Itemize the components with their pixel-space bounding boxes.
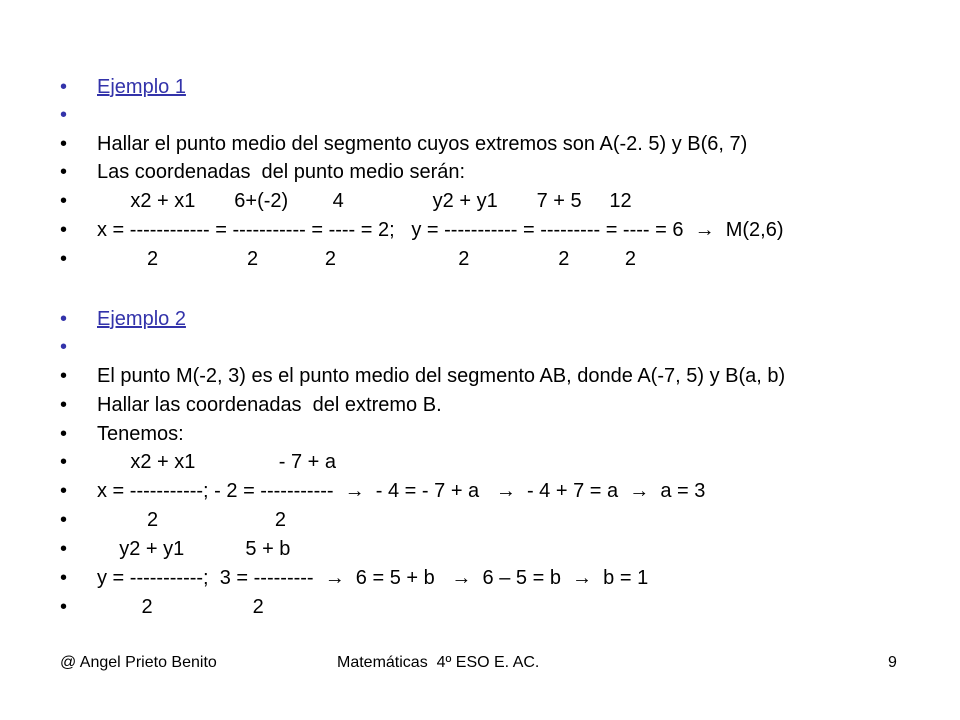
bullet-icon: • — [60, 509, 68, 531]
bullet-icon: • — [60, 596, 68, 618]
list-item-text: Las coordenadas del punto medio serán: — [97, 161, 466, 183]
bullet-icon: • — [60, 365, 68, 387]
list-item-text: 2 2 2 2 2 2 — [97, 248, 637, 270]
bullet-icon: • — [60, 248, 68, 270]
page-number: 9 — [888, 654, 897, 671]
example-1-heading: Ejemplo 1 — [97, 76, 186, 98]
list-item-text: x = ------------ = ----------- = ---- = 2; y = ----------- = --------- = ---- = 6 → M(2,6) — [97, 219, 784, 241]
bullet-icon: • — [60, 133, 68, 155]
list-item — [60, 306, 186, 332]
list-item — [60, 507, 286, 533]
list-item — [60, 102, 82, 128]
list-item — [60, 392, 442, 418]
list-item-text: y2 + y1 5 + b — [97, 538, 291, 560]
bullet-icon: • — [60, 76, 68, 98]
footer-author: @ Angel Prieto Benito — [60, 654, 217, 671]
list-item — [60, 449, 336, 475]
list-item — [60, 478, 706, 504]
list-item — [60, 246, 637, 272]
list-item-text: x = -----------; - 2 = ----------- → - 4 = - 7 + a → - 4 + 7 = a → a = 3 — [97, 480, 706, 502]
list-item — [60, 217, 784, 243]
list-item — [60, 565, 649, 591]
list-item — [60, 159, 466, 185]
list-item-text: Hallar el punto medio del segmento cuyos extremos son A(-2. 5) y B(6, 7) — [97, 133, 748, 155]
list-item-text: x2 + x1 6+(-2) 4 y2 + y1 7 + 5 12 — [97, 190, 632, 212]
list-item — [60, 131, 748, 157]
list-item-text: Tenemos: — [97, 423, 184, 445]
list-item-text: y = -----------; 3 = --------- → 6 = 5 + b → 6 – 5 = b → b = 1 — [97, 567, 649, 589]
list-item — [60, 594, 264, 620]
bullet-icon: • — [60, 423, 68, 445]
list-item-text: Hallar las coordenadas del extremo B. — [97, 394, 442, 416]
footer-course: Matemáticas 4º ESO E. AC. — [337, 654, 540, 671]
bullet-icon: • — [60, 451, 68, 473]
bullet-icon: • — [60, 538, 68, 560]
bullet-icon: • — [60, 394, 68, 416]
list-item-text: 2 2 — [97, 509, 286, 531]
bullet-icon: • — [60, 336, 68, 358]
bullet-icon: • — [60, 190, 68, 212]
list-item-text: x2 + x1 - 7 + a — [97, 451, 336, 473]
list-item-text: 2 2 — [97, 596, 264, 618]
list-item — [60, 74, 186, 100]
example-2-heading: Ejemplo 2 — [97, 308, 186, 330]
list-item — [60, 421, 184, 447]
list-item — [60, 363, 786, 389]
bullet-icon: • — [60, 480, 68, 502]
bullet-icon: • — [60, 219, 68, 241]
list-item — [60, 188, 632, 214]
bullet-icon: • — [60, 161, 68, 183]
bullet-icon: • — [60, 104, 68, 126]
list-item — [60, 334, 82, 360]
bullet-icon: • — [60, 567, 68, 589]
list-item-text: El punto M(-2, 3) es el punto medio del segmento AB, donde A(-7, 5) y B(a, b) — [97, 365, 786, 387]
bullet-icon: • — [60, 308, 68, 330]
list-item — [60, 536, 291, 562]
